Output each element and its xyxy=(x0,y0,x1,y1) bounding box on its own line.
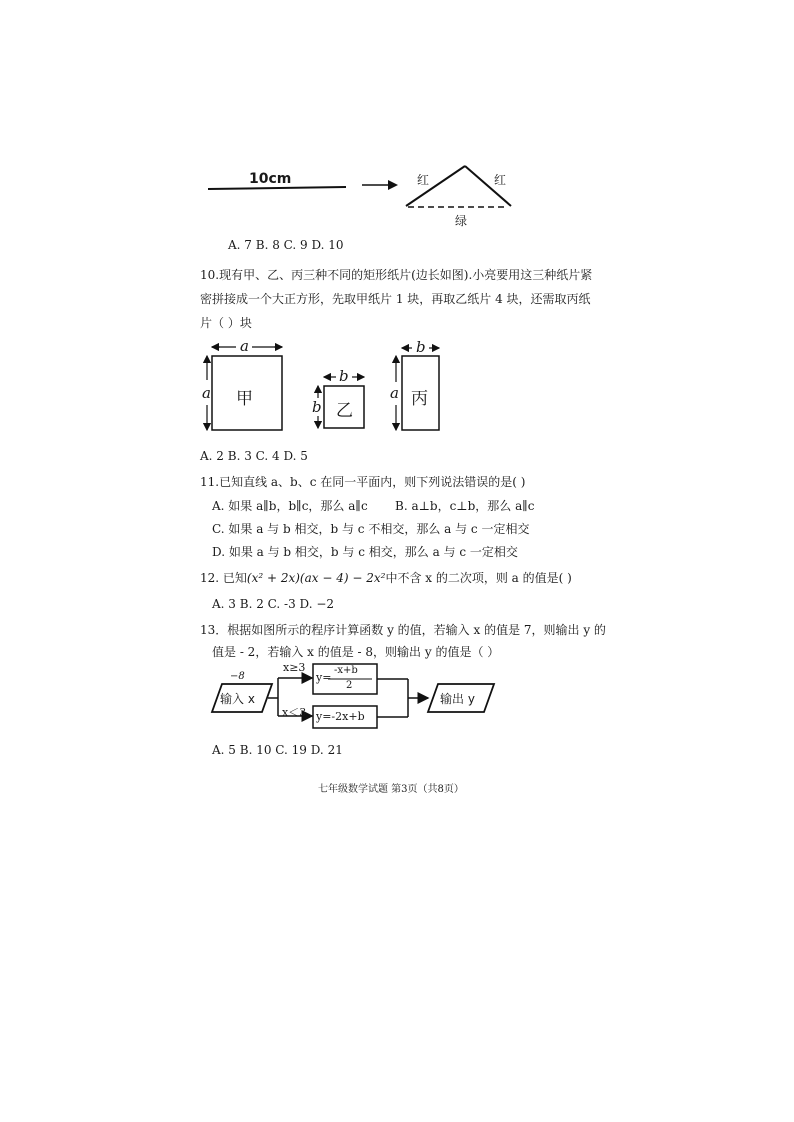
card-jia-top-label: a xyxy=(240,337,249,355)
card-yi-name: 乙 xyxy=(336,401,353,421)
card-yi-side-label: b xyxy=(312,398,322,416)
condition-bottom: x＜3 xyxy=(282,706,307,719)
q10-options: A. 2 B. 3 C. 4 D. 5 xyxy=(200,449,308,463)
triangle-left-label: 红 xyxy=(417,173,430,187)
q13-stem-line2: 值是 - 2，若输入 x 的值是 - 8，则输出 y 的值是（ ） xyxy=(212,645,500,659)
card-jia-side-label: a xyxy=(202,384,211,402)
q11-option-a: A. 如果 a∥b，b∥c，那么 a∥c xyxy=(212,499,368,513)
q13-stem-line1: 13．根据如图所示的程序计算函数 y 的值，若输入 x 的值是 7，则输出 y 的 xyxy=(200,623,606,637)
q12-options: A. 3 B. 2 C. -3 D. −2 xyxy=(212,597,335,611)
q11-option-c: C. 如果 a 与 b 相交，b 与 c 不相交，那么 a 与 c 一定相交 xyxy=(212,522,530,536)
formula-bottom: y=-2x+b xyxy=(316,710,365,723)
condition-top: x≥3 xyxy=(283,661,306,674)
q11-option-d: D. 如果 a 与 b 相交，b 与 c 相交，那么 a 与 c 一定相交 xyxy=(212,545,518,559)
page-footer: 七年级数学试题 第3页（共8页） xyxy=(318,784,464,795)
q12-expression: (x² + 2x)(ax − 4) − 2x² xyxy=(246,571,386,585)
output-label: 输出 y xyxy=(440,692,475,706)
formula-top-prefix: y= xyxy=(316,671,332,684)
card-bing-name: 丙 xyxy=(411,389,428,409)
card-bing-top-label: b xyxy=(416,338,426,356)
q10-stem-line2: 密拼接成一个大正方形，先取甲纸片 1 块，再取乙纸片 4 块，还需取丙纸 xyxy=(200,292,591,306)
card-bing-side-label: a xyxy=(390,384,399,402)
triangle-right-label: 红 xyxy=(494,173,507,187)
q10-stem-line3: 片（ ）块 xyxy=(200,316,252,330)
q12-stem-suffix: 中不含 x 的二次项，则 a 的值是( ) xyxy=(385,571,572,585)
q11-stem: 11.已知直线 a、b、c 在同一平面内，则下列说法错误的是( ) xyxy=(200,475,526,489)
formula-top-denominator: 2 xyxy=(346,680,353,691)
length-label: 10cm xyxy=(249,171,292,187)
triangle-base-label: 绿 xyxy=(455,214,468,228)
input-note: −8 xyxy=(230,671,245,682)
q11-option-b: B. a⊥b，c⊥b，那么 a∥c xyxy=(395,499,535,513)
q13-options: A. 5 B. 10 C. 19 D. 21 xyxy=(212,743,343,757)
q12-stem-prefix: 12. 已知 xyxy=(200,571,247,585)
input-label: 输入 x xyxy=(220,692,255,706)
formula-top-numerator: -x+b xyxy=(334,665,358,676)
q9-options: A. 7 B. 8 C. 9 D. 10 xyxy=(228,238,344,252)
card-yi-top-label: b xyxy=(339,367,349,385)
card-jia-name: 甲 xyxy=(236,389,253,409)
q10-stem-line1: 10.现有甲、乙、丙三种不同的矩形纸片(边长如图).小亮要用这三种纸片紧 xyxy=(200,268,593,282)
